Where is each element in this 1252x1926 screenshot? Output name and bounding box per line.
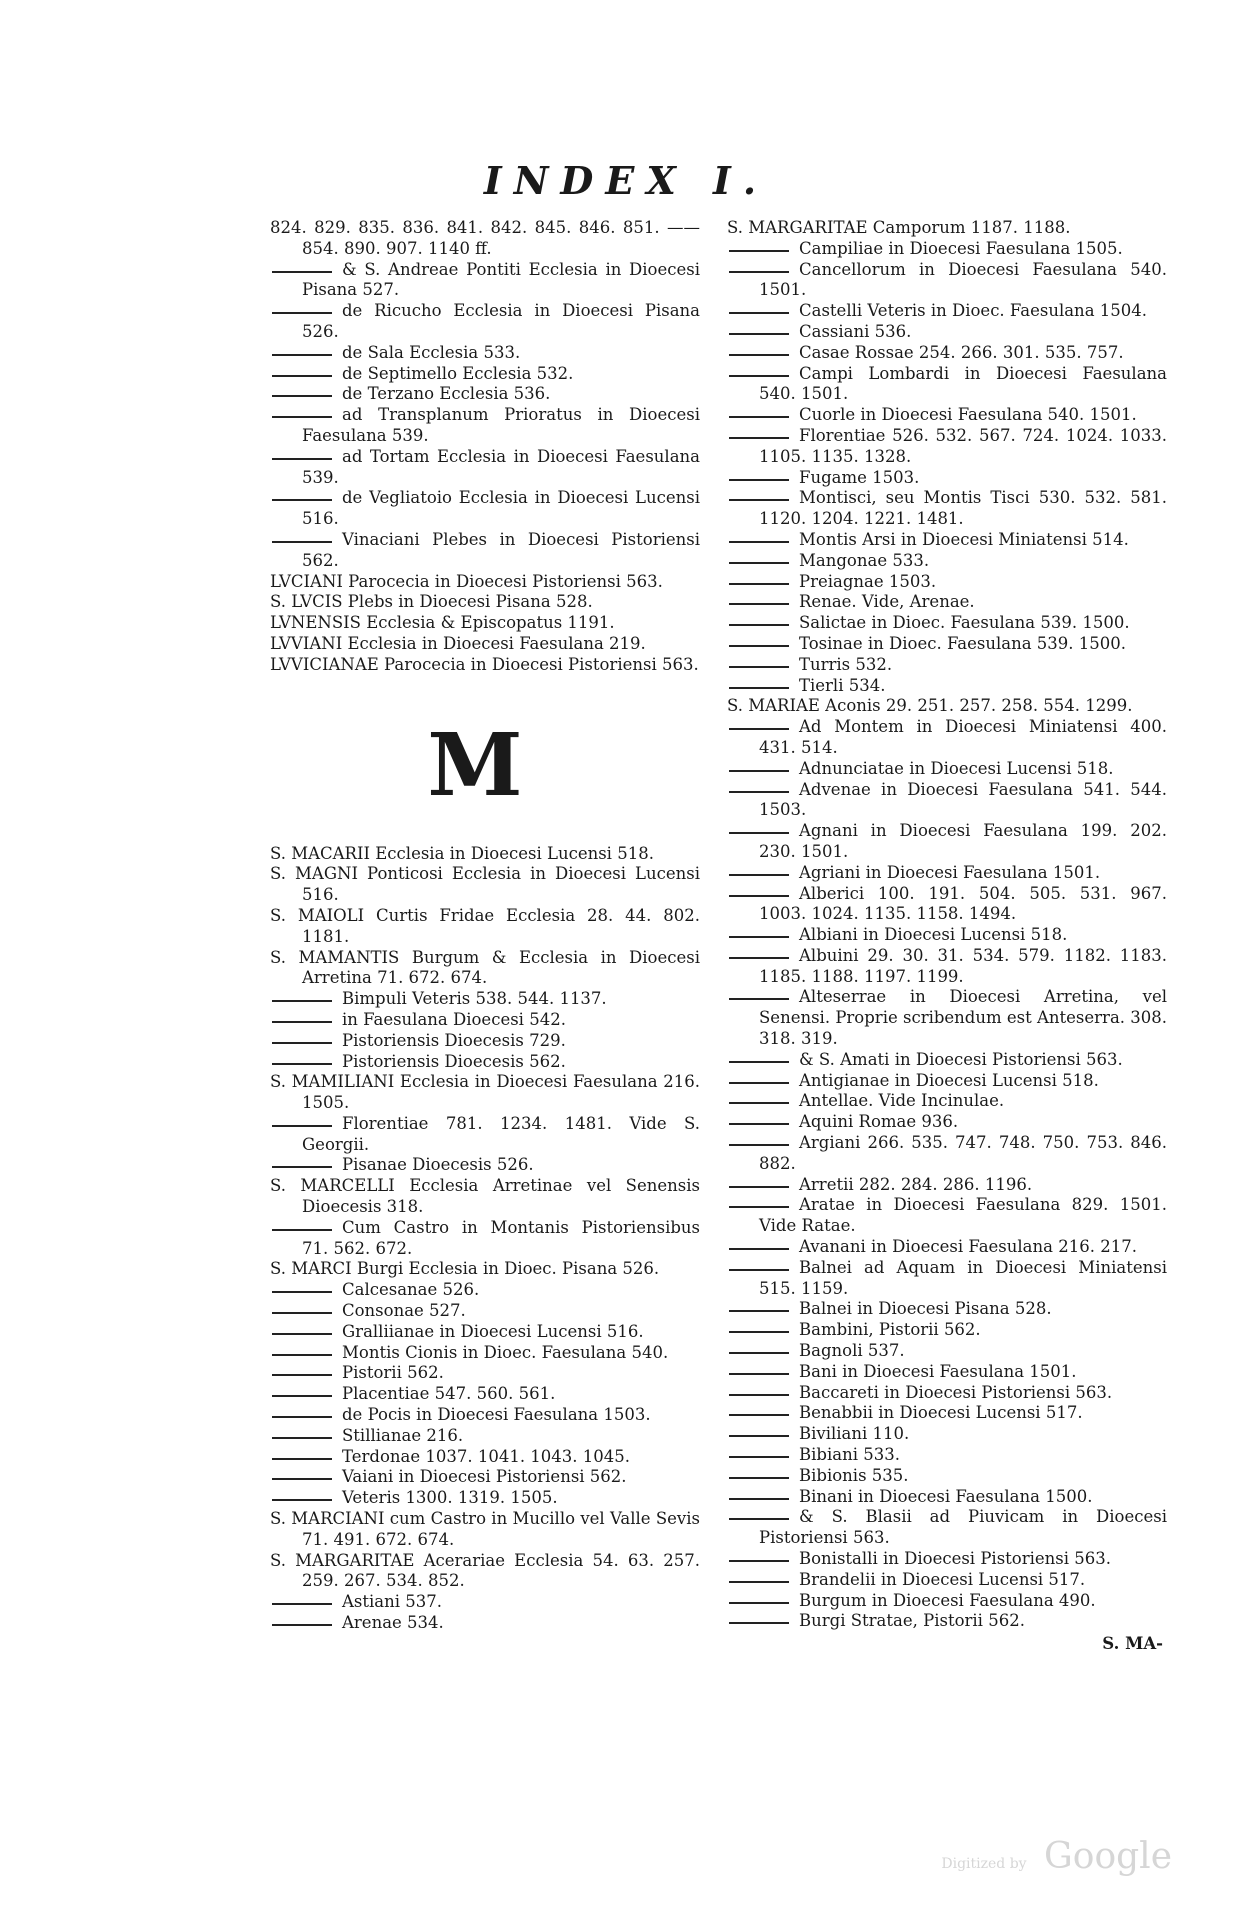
index-headword-entry <box>727 218 1167 239</box>
entry-text: Cuorle in Dioecesi Faesulana 540. 1501. <box>799 405 1137 425</box>
index-subentry <box>727 821 1167 863</box>
ditto-dash <box>270 488 334 508</box>
entry-text: Argiani 266. 535. 747. 748. 750. 753. 846. 882. <box>759 1133 1167 1173</box>
ditto-dash <box>270 301 334 321</box>
ditto-dash <box>270 530 334 550</box>
entry-text: 824. 829. 835. 836. 841. 842. 845. 846. 851. —— 854. 890. 907. 1140 ff. <box>270 218 700 258</box>
entry-text: S. MARGARITAE Acerariae Ecclesia 54. 63. 257. 259. 267. 534. 852. <box>270 1550 700 1591</box>
index-headword-entry <box>270 906 700 948</box>
index-subentry <box>727 1466 1167 1487</box>
ditto-dash <box>270 364 334 384</box>
entry-text: LVCIANI Parocecia in Dioecesi Pistoriensi 563. <box>270 571 663 591</box>
entry-text: Astiani 537. <box>342 1592 443 1612</box>
entry-text: Florentiae 526. 532. 567. 724. 1024. 1033. 1105. 1135. 1328. <box>759 425 1167 466</box>
ditto-dash <box>270 343 334 363</box>
ditto-dash <box>727 1383 791 1403</box>
index-subentry <box>727 863 1167 884</box>
index-subentry <box>727 1175 1167 1196</box>
ditto-dash <box>727 655 791 675</box>
ditto-dash <box>727 488 791 508</box>
ditto-dash <box>270 1052 334 1072</box>
index-subentry <box>727 1611 1167 1632</box>
entry-text: Adnunciatae in Dioecesi Lucensi 518. <box>799 758 1114 778</box>
entry-text: in Faesulana Dioecesi 542. <box>342 1009 566 1029</box>
index-subentry <box>727 322 1167 343</box>
ditto-dash <box>270 1114 334 1134</box>
ditto-dash <box>727 1258 791 1278</box>
index-subentry <box>727 1487 1167 1508</box>
entry-text: Tosinae in Dioec. Faesulana 539. 1500. <box>799 633 1127 653</box>
entry-text: S. LVCIS Plebs in Dioecesi Pisana 528. <box>270 592 593 612</box>
entry-text: Castelli Veteris in Dioec. Faesulana 1504. <box>799 301 1148 321</box>
section-letter: M <box>427 714 523 816</box>
index-subentry <box>727 551 1167 572</box>
index-subentry <box>727 1195 1167 1237</box>
index-subentry <box>727 592 1167 613</box>
index-subentry <box>727 1258 1167 1300</box>
ditto-dash <box>727 468 791 488</box>
ditto-dash <box>727 1050 791 1070</box>
index-subentry <box>727 488 1167 530</box>
index-subentry <box>727 301 1167 322</box>
index-subentry <box>727 884 1167 926</box>
entry-text: & S. Blasii ad Piuvicam in Dioecesi Pistoriensi 563. <box>759 1507 1167 1548</box>
entry-text: Pistoriensis Dioecesis 729. <box>342 1030 566 1050</box>
index-subentry <box>727 1445 1167 1466</box>
ditto-dash <box>270 1322 334 1342</box>
ditto-dash <box>727 1133 791 1153</box>
index-subentry <box>270 1592 700 1613</box>
index-headword-entry <box>270 864 700 906</box>
ditto-dash <box>727 1091 791 1111</box>
ditto-dash <box>727 946 791 966</box>
entry-text: S. MARCELLI Ecclesia Arretinae vel Senensis Dioecesis 318. <box>270 1176 700 1217</box>
index-headword-entry <box>270 1072 700 1114</box>
ditto-dash <box>727 1195 791 1215</box>
entry-text: Agnani in Dioecesi Faesulana 199. 202. 230. 1501. <box>759 821 1167 861</box>
digitized-watermark <box>941 1836 1172 1877</box>
index-subentry <box>727 1591 1167 1612</box>
entry-text: Pistorii 562. <box>342 1363 444 1383</box>
entry-text: Antigianae in Dioecesi Lucensi 518. <box>799 1070 1099 1090</box>
entry-text: S. MACARII Ecclesia in Dioecesi Lucensi 518. <box>270 843 654 863</box>
index-subentry <box>270 989 700 1010</box>
index-subentry <box>270 1322 700 1343</box>
ditto-dash <box>727 1403 791 1423</box>
ditto-dash <box>727 1299 791 1319</box>
index-subentry <box>727 1299 1167 1320</box>
ditto-dash <box>727 634 791 654</box>
ditto-dash <box>727 530 791 550</box>
entry-text: de Septimello Ecclesia 532. <box>342 363 574 383</box>
entry-text: Arretii 282. 284. 286. 1196. <box>799 1174 1033 1194</box>
index-headword-entry <box>270 572 700 593</box>
index-subentry <box>727 239 1167 260</box>
ditto-dash <box>270 1010 334 1030</box>
index-subentry <box>727 717 1167 759</box>
ditto-dash <box>727 1320 791 1340</box>
ditto-dash <box>270 1592 334 1612</box>
index-subentry <box>270 301 700 343</box>
ditto-dash <box>727 987 791 1007</box>
entry-text: Renae. Vide, Arenae. <box>799 592 975 612</box>
index-subentry <box>270 364 700 385</box>
entry-text: S. MARGARITAE Camporum 1187. 1188. <box>727 218 1071 237</box>
index-subentry <box>727 572 1167 593</box>
index-subentry <box>270 384 700 405</box>
index-subentry <box>727 1237 1167 1258</box>
entry-text: Balnei in Dioecesi Pisana 528. <box>799 1299 1052 1319</box>
index-subentry <box>727 1403 1167 1424</box>
ditto-dash <box>727 301 791 321</box>
entry-text: Arenae 534. <box>342 1613 444 1633</box>
ditto-dash <box>270 1301 334 1321</box>
index-subentry <box>727 780 1167 822</box>
ditto-dash <box>727 551 791 571</box>
entry-text: Cancellorum in Dioecesi Faesulana 540. 1501. <box>759 259 1167 300</box>
entry-list-after <box>270 844 700 1634</box>
index-subentry <box>727 1549 1167 1570</box>
ditto-dash <box>727 676 791 696</box>
ditto-dash <box>727 717 791 737</box>
entry-text: Pisanae Dioecesis 526. <box>342 1155 534 1175</box>
entry-text: Vaiani in Dioecesi Pistoriensi 562. <box>342 1467 627 1487</box>
entry-text: Bibiani 533. <box>799 1445 900 1465</box>
entry-text: Campi Lombardi in Dioecesi Faesulana 540. 1501. <box>759 363 1167 404</box>
entry-text: LVVIANI Ecclesia in Dioecesi Faesulana 219. <box>270 633 646 653</box>
index-continuation <box>270 218 700 260</box>
index-subentry <box>727 655 1167 676</box>
index-subentry <box>727 1362 1167 1383</box>
ditto-dash <box>727 260 791 280</box>
entry-text: de Terzano Ecclesia 536. <box>342 384 551 404</box>
index-subentry <box>727 946 1167 988</box>
ditto-dash <box>270 447 334 467</box>
index-subentry <box>270 1384 700 1405</box>
entry-text: Ad Montem in Dioecesi Miniatensi 400. 431. 514. <box>759 717 1167 757</box>
index-subentry <box>727 987 1167 1049</box>
ditto-dash <box>727 405 791 425</box>
entry-text: S. MAMANTIS Burgum & Ecclesia in Dioecesi Arretina 71. 672. 674. <box>270 947 700 988</box>
entry-text: de Sala Ecclesia 533. <box>342 342 521 362</box>
ditto-dash <box>727 925 791 945</box>
entry-text: Salictae in Dioec. Faesulana 539. 1500. <box>799 613 1130 633</box>
index-subentry <box>270 488 700 530</box>
index-subentry <box>727 925 1167 946</box>
entry-text: Bagnoli 537. <box>799 1341 905 1361</box>
index-subentry <box>270 1343 700 1364</box>
entry-text: Burgum in Dioecesi Faesulana 490. <box>799 1590 1096 1610</box>
entry-text: Calcesanae 526. <box>342 1280 480 1300</box>
entry-text: S. MAMILIANI Ecclesia in Dioecesi Faesulana 216. 1505. <box>270 1072 700 1113</box>
entry-text: Florentiae 781. 1234. 1481. Vide S. Georgii. <box>302 1113 700 1154</box>
entry-text: LVNENSIS Ecclesia & Episcopatus 1191. <box>270 613 615 633</box>
entry-text: LVVICIANAE Parocecia in Dioecesi Pistoriensi 563. <box>270 654 699 674</box>
index-subentry <box>270 343 700 364</box>
ditto-dash <box>727 1487 791 1507</box>
index-subentry <box>727 1133 1167 1175</box>
entry-text: Mangonae 533. <box>799 550 930 570</box>
index-headword-entry <box>270 948 700 990</box>
entry-text: Cassiani 536. <box>799 321 912 341</box>
index-subentry <box>727 1071 1167 1092</box>
entry-text: Binani in Dioecesi Faesulana 1500. <box>799 1486 1093 1506</box>
index-subentry <box>727 530 1167 551</box>
index-headword-entry <box>270 613 700 634</box>
entry-text: Antellae. Vide Incinulae. <box>799 1091 1005 1111</box>
index-subentry <box>727 260 1167 302</box>
ditto-dash <box>727 1466 791 1486</box>
entry-text: Aquini Romae 936. <box>799 1112 959 1132</box>
index-subentry <box>270 1114 700 1156</box>
entry-text: Baccareti in Dioecesi Pistoriensi 563. <box>799 1382 1113 1402</box>
index-subentry <box>270 1363 700 1384</box>
entry-text: Fugame 1503. <box>799 467 920 487</box>
ditto-dash <box>727 1071 791 1091</box>
index-subentry <box>727 1050 1167 1071</box>
index-subentry <box>727 426 1167 468</box>
entry-text: Veteris 1300. 1319. 1505. <box>342 1488 558 1508</box>
ditto-dash <box>270 1613 334 1633</box>
entry-text: S. MARIAE Aconis 29. 251. 257. 258. 554. 1299. <box>727 696 1133 716</box>
entry-text: Brandelii in Dioecesi Lucensi 517. <box>799 1569 1086 1589</box>
ditto-dash <box>727 613 791 633</box>
index-subentry <box>727 1424 1167 1445</box>
ditto-dash <box>727 863 791 883</box>
entry-text: Placentiae 547. 560. 561. <box>342 1384 556 1404</box>
entry-text: Gralliianae in Dioecesi Lucensi 516. <box>342 1321 644 1341</box>
watermark-prefix: Digitized by <box>941 1856 1027 1872</box>
index-subentry <box>727 343 1167 364</box>
entry-text: de Pocis in Dioecesi Faesulana 1503. <box>342 1405 651 1425</box>
entry-text: Cum Castro in Montanis Pistoriensibus 71. 562. 672. <box>302 1217 700 1258</box>
ditto-dash <box>270 1447 334 1467</box>
index-headword-entry <box>270 655 700 676</box>
ditto-dash <box>270 1218 334 1238</box>
ditto-dash <box>270 1426 334 1446</box>
ditto-dash <box>270 1384 334 1404</box>
entry-text: Preiagnae 1503. <box>799 571 937 591</box>
index-subentry <box>727 468 1167 489</box>
index-subentry <box>270 1467 700 1488</box>
entry-text: Montis Cionis in Dioec. Faesulana 540. <box>342 1342 669 1362</box>
ditto-dash <box>270 1280 334 1300</box>
index-subentry <box>270 1426 700 1447</box>
index-subentry <box>727 613 1167 634</box>
ditto-dash <box>727 322 791 342</box>
index-subentry <box>270 1218 700 1260</box>
index-subentry <box>727 364 1167 406</box>
page-title: INDEX I. <box>483 158 769 203</box>
entry-text: Vinaciani Plebes in Dioecesi Pistoriensi 562. <box>302 529 700 570</box>
entry-text: ad Tortam Ecclesia in Dioecesi Faesulana 539. <box>302 446 700 487</box>
index-headword-entry <box>270 634 700 655</box>
entry-text: Albuini 29. 30. 31. 534. 579. 1182. 1183. 1185. 1188. 1197. 1199. <box>759 945 1167 986</box>
entry-text: Biviliani 110. <box>799 1424 910 1444</box>
ditto-dash <box>270 1405 334 1425</box>
entry-text: Turris 532. <box>799 654 893 674</box>
entry-text: Aratae in Dioecesi Faesulana 829. 1501. Vide Ratae. <box>759 1195 1167 1236</box>
entry-text: S. MAIOLI Curtis Fridae Ecclesia 28. 44. 802. 1181. <box>270 905 700 946</box>
ditto-dash <box>270 1467 334 1487</box>
index-subentry <box>270 260 700 302</box>
index-subentry <box>727 405 1167 426</box>
catchword: S. MA- <box>1102 1634 1163 1654</box>
ditto-dash <box>727 592 791 612</box>
ditto-dash <box>727 1112 791 1132</box>
ditto-dash <box>727 1570 791 1590</box>
ditto-dash <box>727 572 791 592</box>
ditto-dash <box>727 1237 791 1257</box>
index-subentry <box>270 1613 700 1634</box>
ditto-dash <box>727 780 791 800</box>
index-headword-entry <box>270 1176 700 1218</box>
entry-text: Terdonae 1037. 1041. 1043. 1045. <box>342 1446 631 1466</box>
entry-text: Albiani in Dioecesi Lucensi 518. <box>799 925 1068 945</box>
ditto-dash <box>727 1424 791 1444</box>
entry-text: Bani in Dioecesi Faesulana 1501. <box>799 1361 1077 1381</box>
entry-text: Tierli 534. <box>799 675 886 695</box>
ditto-dash <box>270 1155 334 1175</box>
ditto-dash <box>727 343 791 363</box>
ditto-dash <box>727 1549 791 1569</box>
ditto-dash <box>270 384 334 404</box>
entry-text: Benabbii in Dioecesi Lucensi 517. <box>799 1403 1083 1423</box>
entry-text: Bonistalli in Dioecesi Pistoriensi 563. <box>799 1549 1112 1568</box>
entry-text: de Vegliatoio Ecclesia in Dioecesi Lucensi 516. <box>302 488 700 529</box>
ditto-dash <box>270 405 334 425</box>
watermark-brand: Google <box>1044 1836 1172 1877</box>
ditto-dash <box>270 260 334 280</box>
entry-text: Burgi Stratae, Pistorii 562. <box>799 1611 1025 1631</box>
index-subentry <box>727 1112 1167 1133</box>
index-subentry <box>270 1301 700 1322</box>
entry-text: Pistoriensis Dioecesis 562. <box>342 1051 566 1071</box>
entry-text: Casae Rossae 254. 266. 301. 535. 757. <box>799 342 1124 362</box>
index-headword-entry <box>727 696 1167 717</box>
ditto-dash <box>727 1507 791 1527</box>
ditto-dash <box>270 1488 334 1508</box>
index-subentry <box>270 405 700 447</box>
entry-text: Bambini, Pistorii 562. <box>799 1320 981 1340</box>
entry-text: Alberici 100. 191. 504. 505. 531. 967. 1003. 1024. 1135. 1158. 1494. <box>759 883 1167 924</box>
index-subentry <box>727 1341 1167 1362</box>
entry-text: de Ricucho Ecclesia in Dioecesi Pisana 526. <box>302 301 700 341</box>
ditto-dash <box>270 1343 334 1363</box>
index-subentry <box>270 1447 700 1468</box>
entry-text: Montis Arsi in Dioecesi Miniatensi 514. <box>799 529 1129 549</box>
ditto-dash <box>727 426 791 446</box>
index-subentry <box>727 1320 1167 1341</box>
ditto-dash <box>727 1611 791 1631</box>
entry-text: Alteserrae in Dioecesi Arretina, vel Senensi. Proprie scribendum est Anteserra. 308. 318. 319. <box>759 987 1168 1049</box>
entry-text: S. MARCI Burgi Ecclesia in Dioec. Pisana 526. <box>270 1259 660 1279</box>
ditto-dash <box>270 1363 334 1383</box>
ditto-dash <box>727 364 791 384</box>
index-subentry <box>270 1405 700 1426</box>
index-subentry <box>727 1507 1167 1549</box>
entry-text: Montisci, seu Montis Tisci 530. 532. 581. 1120. 1204. 1221. 1481. <box>759 488 1167 529</box>
entry-text: S. MAGNI Ponticosi Ecclesia in Dioecesi Lucensi 516. <box>270 864 700 905</box>
index-subentry <box>270 1031 700 1052</box>
index-headword-entry <box>270 592 700 613</box>
ditto-dash <box>727 1445 791 1465</box>
entry-text: Avanani in Dioecesi Faesulana 216. 217. <box>799 1237 1137 1257</box>
index-subentry <box>270 447 700 489</box>
ditto-dash <box>270 1031 334 1051</box>
index-headword-entry <box>270 1259 700 1280</box>
index-subentry <box>270 1280 700 1301</box>
ditto-dash <box>727 239 791 259</box>
entry-text: Agriani in Dioecesi Faesulana 1501. <box>799 862 1101 882</box>
index-subentry <box>727 1570 1167 1591</box>
entry-text: Bimpuli Veteris 538. 544. 1137. <box>342 989 607 1009</box>
ditto-dash <box>727 1341 791 1361</box>
index-subentry <box>727 676 1167 697</box>
entry-text: ad Transplanum Prioratus in Dioecesi Faesulana 539. <box>302 405 700 445</box>
index-subentry <box>727 1091 1167 1112</box>
entry-text: Consonae 527. <box>342 1301 466 1321</box>
entry-list-before <box>270 218 700 676</box>
ditto-dash <box>727 821 791 841</box>
index-headword-entry <box>270 1509 700 1551</box>
index-subentry <box>270 530 700 572</box>
index-column-right <box>727 218 1167 1655</box>
ditto-dash <box>727 1175 791 1195</box>
index-subentry <box>270 1155 700 1176</box>
index-subentry <box>270 1010 700 1031</box>
index-subentry <box>727 759 1167 780</box>
ditto-dash <box>270 989 334 1009</box>
index-column-left <box>270 218 700 1634</box>
ditto-dash <box>727 884 791 904</box>
entry-text: & S. Amati in Dioecesi Pistoriensi 563. <box>799 1049 1123 1069</box>
entry-text: Balnei ad Aquam in Dioecesi Miniatensi 515. 1159. <box>759 1257 1167 1298</box>
index-subentry <box>270 1052 700 1073</box>
entry-text: Stillianae 216. <box>342 1425 464 1445</box>
entry-text: S. MARCIANI cum Castro in Mucillo vel Valle Sevis 71. 491. 672. 674. <box>270 1509 700 1549</box>
entry-list-right <box>727 218 1167 1632</box>
index-headword-entry <box>270 1551 700 1593</box>
ditto-dash <box>727 1362 791 1382</box>
entry-text: Bibionis 535. <box>799 1465 909 1485</box>
ditto-dash <box>727 759 791 779</box>
index-subentry <box>727 634 1167 655</box>
index-subentry <box>727 1383 1167 1404</box>
entry-text: Campiliae in Dioecesi Faesulana 1505. <box>799 238 1123 258</box>
entry-text: Advenae in Dioecesi Faesulana 541. 544. 1503. <box>759 779 1167 820</box>
index-subentry <box>270 1488 700 1509</box>
entry-text: & S. Andreae Pontiti Ecclesia in Dioecesi Pisana 527. <box>302 259 700 300</box>
index-headword-entry <box>270 844 700 865</box>
ditto-dash <box>727 1591 791 1611</box>
